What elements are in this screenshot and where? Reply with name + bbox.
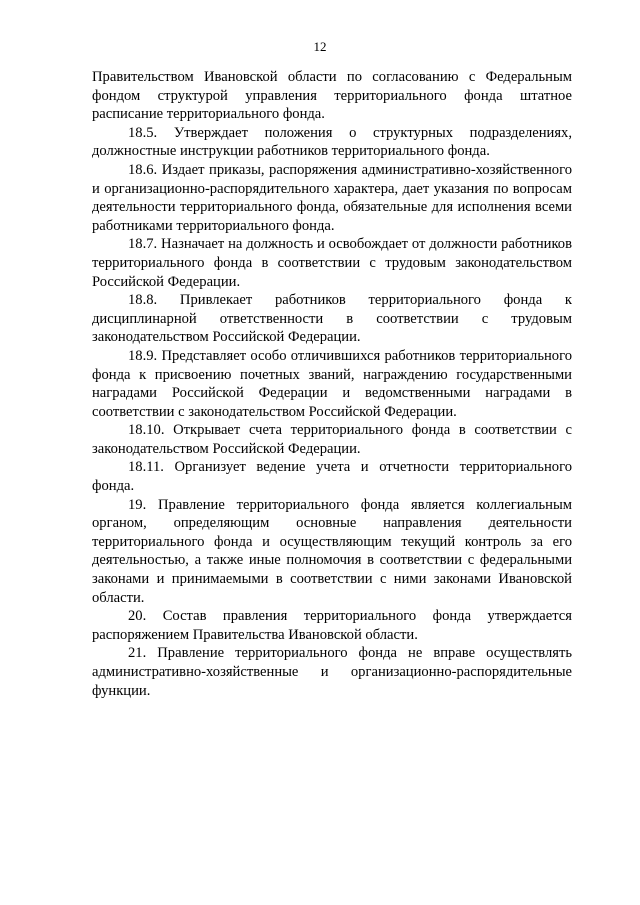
paragraph-18-8: 18.8. Привлекает работников территориального фонда к дисциплинарной ответственности в соответствии с трудовым законодательством Российской Федерации. bbox=[92, 292, 572, 346]
paragraph-18-7: 18.7. Назначает на должность и освобождает от должности работников территориального фонда в соответствии с трудовым законодательством Российской Федерации. bbox=[92, 236, 572, 290]
paragraph-20: 20. Состав правления территориального фонда утверждается распоряжением Правительства Ивановской области. bbox=[92, 608, 572, 643]
paragraph-continuation: Правительством Ивановской области по согласованию с Федеральным фондом структурой управления территориального фонда штатное расписание территориального фонда. bbox=[92, 69, 572, 123]
paragraph-18-9: 18.9. Представляет особо отличившихся работников территориального фонда к присвоению почетных званий, награждению государственными наградами Российской Федерации и ведомственными наградами в соответствии с законодательством Российской Федерации. bbox=[92, 347, 572, 420]
paragraph-18-5: 18.5. Утверждает положения о структурных подразделениях, должностные инструкции работников территориального фонда. bbox=[92, 124, 572, 160]
document-body bbox=[92, 68, 572, 700]
paragraph-18-11: 18.11. Организует ведение учета и отчетности территориального фонда. bbox=[92, 459, 572, 495]
page-number: 12 bbox=[313, 39, 327, 54]
paragraph-18-6: 18.6. Издает приказы, распоряжения административно-хозяйственного и организационно-распорядительного характера, дает указания по вопросам деятельности территориального фонда, обязательные для исполнения всеми работниками территориального фонда. bbox=[92, 161, 572, 234]
paragraph-19: 19. Правление территориального фонда является коллегиальным органом, определяющим основные направления деятельности территориального фонда и осуществляющим текущий контроль за его деятельностью, а также иные полномочия в соответствии с федеральными законами и принимаемыми в соответствии с ними законами Ивановской области. bbox=[92, 496, 572, 606]
paragraph-18-10: 18.10. Открывает счета территориального фонда в соответствии с законодательством Российской Федерации. bbox=[92, 422, 572, 457]
paragraph-21: 21. Правление территориального фонда не вправе осуществлять административно-хозяйственные и организационно-распорядительные функции. bbox=[92, 645, 572, 699]
